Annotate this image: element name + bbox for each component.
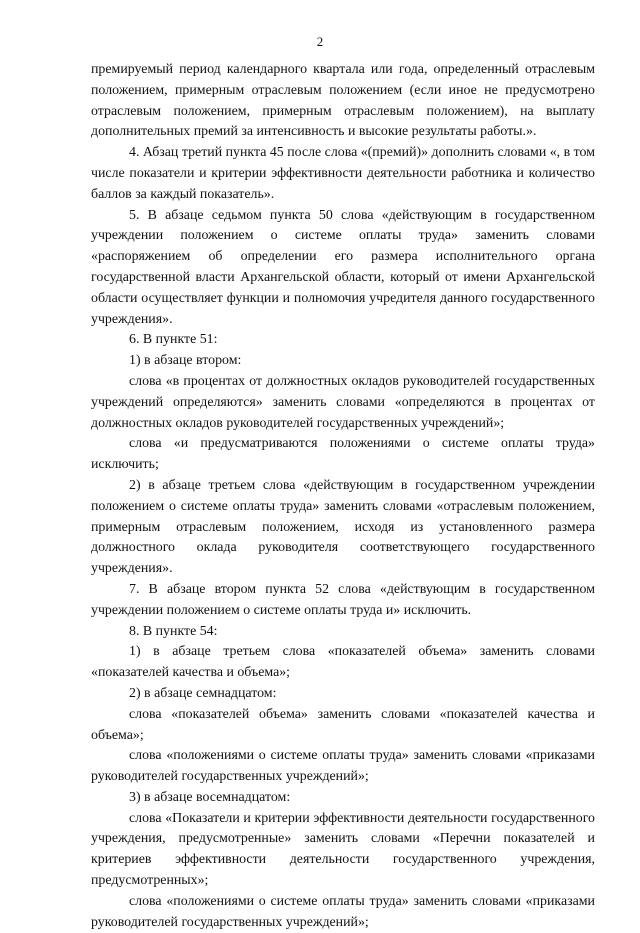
paragraph: 5. В абзаце седьмом пункта 50 слова «действующим в государственном учреждении положением о системе оплаты труда» заменить словами «распоряжением об определении его размера исполнительного органа государственной власти Архангельской области, который от имени Архангельской области осуществляет функции и полномочия учредителя данного государственного учреждения». (91, 207, 595, 327)
paragraph: премируемый период календарного квартала или года, определенный отраслевым положением, примерным отраслевым положением (если иное не предусмотрено отраслевым положением, примерным отраслевым положением), на выплату дополнительных премий за интенсивность и высокие результаты работы.». (91, 62, 595, 140)
document-body (91, 60, 595, 933)
page-number: 2 (316, 34, 324, 49)
paragraph: 1) в абзаце третьем слова «показателей объема» заменить словами «показателей качества и объема»; (91, 644, 595, 681)
paragraph: слова «положениями о системе оплаты труда» заменить словами «приказами руководителей государственных учреждений»; (91, 893, 595, 930)
paragraph: 3) в абзаце восемнадцатом: (129, 789, 291, 805)
paragraph: 2) в абзаце семнадцатом: (129, 685, 277, 701)
paragraph: слова «и предусматриваются положениями о системе оплаты труда» исключить; (91, 436, 595, 473)
paragraph: слова «Показатели и критерии эффективности деятельности государственного учреждения, предусмотренные» заменить словами «Перечни показателей и критериев эффективности деятельности государственного учреждения, предусмотренных»; (91, 810, 595, 889)
paragraph: 7. В абзаце втором пункта 52 слова «действующим в государственном учреждении положением о системе оплаты труда и» исключить. (91, 581, 595, 618)
paragraph: 6. В пункте 51: (129, 332, 218, 348)
paragraph: 8. В пункте 54: (129, 623, 218, 639)
paragraph: 2) в абзаце третьем слова «действующим в государственном учреждении положением о системе оплаты труда» заменить словами «отраслевым положением, примерным отраслевым положением, исходя из установленного размера должностного оклада руководителя соответствующего государственного учреждения». (91, 477, 595, 577)
paragraph: 1) в абзаце втором: (129, 353, 242, 369)
paragraph: слова «в процентах от должностных окладов руководителей государственных учреждений определяются» заменить словами «определяются в процентах от должностных окладов руководителей государственных учреждений»; (91, 373, 595, 431)
paragraph: 4. Абзац третий пункта 45 после слова «(премий)» дополнить словами «, в том числе показатели и критерии эффективности деятельности работника и количество баллов за каждый показатель». (91, 145, 595, 202)
paragraph: слова «положениями о системе оплаты труда» заменить словами «приказами руководителей государственных учреждений»; (91, 748, 595, 785)
paragraph: слова «показателей объема» заменить словами «показателей качества и объема»; (91, 706, 595, 743)
